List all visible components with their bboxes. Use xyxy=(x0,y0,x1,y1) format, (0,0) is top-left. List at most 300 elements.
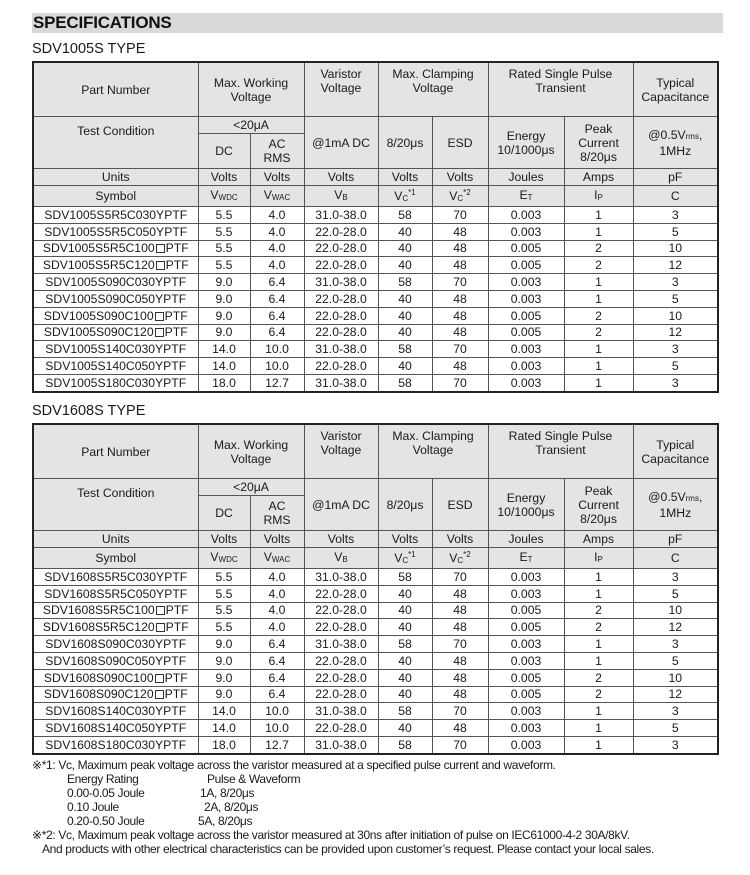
table-row xyxy=(33,652,718,669)
col-part-number: Part Number xyxy=(33,62,198,117)
peak-current-value: 1 xyxy=(564,274,633,291)
vc2-value: 70 xyxy=(432,736,488,753)
vwac-value: 6.4 xyxy=(250,669,304,686)
vb-value: 22.0-28.0 xyxy=(304,223,378,240)
energy-value: 0.003 xyxy=(488,207,564,224)
vwac-value: 12.7 xyxy=(250,374,304,391)
spec-table-sdv1608s xyxy=(32,423,719,755)
footnote-1: ※*1: Vc, Maximum peak voltage across the varistor measured at a specified pulse current and waveform. xyxy=(32,758,556,772)
energy-value: 0.003 xyxy=(488,274,564,291)
vc2-value: 48 xyxy=(432,602,488,619)
unit-cell: Volts xyxy=(304,169,378,186)
vwdc-value: 9.0 xyxy=(198,669,250,686)
energy-value: 0.003 xyxy=(488,374,564,391)
vb-value: 22.0-28.0 xyxy=(304,652,378,669)
leakage-condition: <20μA xyxy=(198,117,304,134)
peak-current-value: 1 xyxy=(564,374,633,391)
table-row xyxy=(33,720,718,737)
col-max-clamping-voltage: Max. Clamping Voltage xyxy=(378,424,488,479)
vwdc-value: 5.5 xyxy=(198,240,250,257)
unit-cell: pF xyxy=(633,531,718,548)
capacitance-value: 5 xyxy=(633,290,718,307)
energy-value: 0.005 xyxy=(488,602,564,619)
vwdc-value: 5.5 xyxy=(198,569,250,586)
clamp-esd-condition: ESD xyxy=(432,117,488,169)
vb-value: 22.0-28.0 xyxy=(304,686,378,703)
unit-cell: Volts xyxy=(432,169,488,186)
vb-value: 22.0-28.0 xyxy=(304,307,378,324)
vwac-value: 6.4 xyxy=(250,274,304,291)
vb-value: 31.0-38.0 xyxy=(304,207,378,224)
vc2-value: 48 xyxy=(432,669,488,686)
vc1-value: 58 xyxy=(378,636,432,653)
dc-condition: DC xyxy=(198,134,250,169)
vc1-value: 58 xyxy=(378,569,432,586)
unit-cell: Volts xyxy=(250,531,304,548)
peak-current-value: 1 xyxy=(564,720,633,737)
symbol-cell: $I_P$ xyxy=(564,548,633,569)
ac-condition: AC RMS xyxy=(250,496,304,531)
symbol-row xyxy=(33,548,718,569)
table-row xyxy=(33,636,718,653)
vc2-value: 70 xyxy=(432,207,488,224)
energy-condition: Energy 10/1000μs xyxy=(488,479,564,531)
vc2-value: 48 xyxy=(432,720,488,737)
capacitance-value: 3 xyxy=(633,207,718,224)
vwac-value: 4.0 xyxy=(250,569,304,586)
vc2-value: 70 xyxy=(432,636,488,653)
table-row xyxy=(33,703,718,720)
clamp-esd-condition: ESD xyxy=(432,479,488,531)
vc2-value: 70 xyxy=(432,569,488,586)
vc1-value: 40 xyxy=(378,686,432,703)
symbol-cell: $I_P$ xyxy=(564,186,633,207)
vc1-value: 40 xyxy=(378,240,432,257)
peak-current-value: 1 xyxy=(564,585,633,602)
vc1-value: 58 xyxy=(378,374,432,391)
part-number: SDV1608S5R5C030YPTF xyxy=(33,569,198,586)
vwdc-value: 14.0 xyxy=(198,341,250,358)
footnote-3: And products with other electrical characteristics can be provided upon customer’s request. Please contact your local sales. xyxy=(42,842,654,856)
vb-value: 22.0-28.0 xyxy=(304,240,378,257)
capacitance-value: 12 xyxy=(633,686,718,703)
symbol-label: Symbol xyxy=(33,548,198,569)
vc1-value: 40 xyxy=(378,290,432,307)
symbol-cell: $V_{WDC}$ xyxy=(198,186,250,207)
vwdc-value: 5.5 xyxy=(198,223,250,240)
unit-cell: Volts xyxy=(432,531,488,548)
placeholder-box-icon xyxy=(156,623,165,632)
vc1-value: 58 xyxy=(378,207,432,224)
capacitance-value: 3 xyxy=(633,636,718,653)
vwac-value: 6.4 xyxy=(250,307,304,324)
capacitance-value: 10 xyxy=(633,240,718,257)
symbol-label: Symbol xyxy=(33,186,198,207)
vc1-value: 58 xyxy=(378,274,432,291)
vwdc-value: 9.0 xyxy=(198,686,250,703)
vc1-value: 40 xyxy=(378,257,432,274)
data-rows xyxy=(33,207,718,392)
placeholder-box-icon xyxy=(155,312,164,321)
vwac-value: 10.0 xyxy=(250,720,304,737)
vwdc-value: 18.0 xyxy=(198,374,250,391)
vwdc-value: 9.0 xyxy=(198,290,250,307)
part-number: SDV1005S090C100 PTF xyxy=(33,307,198,324)
capacitance-value: 10 xyxy=(633,669,718,686)
part-number: SDV1005S090C030YPTF xyxy=(33,274,198,291)
peak-current-value: 2 xyxy=(564,669,633,686)
vc2-value: 48 xyxy=(432,257,488,274)
unit-cell: Volts xyxy=(378,531,432,548)
vb-value: 22.0-28.0 xyxy=(304,602,378,619)
vb-value: 22.0-28.0 xyxy=(304,290,378,307)
vwdc-value: 14.0 xyxy=(198,703,250,720)
vwdc-value: 18.0 xyxy=(198,736,250,753)
unit-cell: Volts xyxy=(304,531,378,548)
peak-current-value: 1 xyxy=(564,223,633,240)
table-row xyxy=(33,307,718,324)
col-max-working-voltage: Max. Working Voltage xyxy=(198,62,304,117)
vwdc-value: 9.0 xyxy=(198,636,250,653)
peak-current-condition: Peak Current 8/20μs xyxy=(564,117,633,169)
vc1-value: 40 xyxy=(378,358,432,375)
vwac-value: 12.7 xyxy=(250,736,304,753)
part-number: SDV1608S140C030YPTF xyxy=(33,703,198,720)
vb-value: 31.0-38.0 xyxy=(304,341,378,358)
vwac-value: 10.0 xyxy=(250,703,304,720)
symbol-cell: $V_B$ xyxy=(304,186,378,207)
capacitance-value: 3 xyxy=(633,274,718,291)
energy-table-row: 0.00-0.05 Joule 1A, 8/20μs xyxy=(67,786,255,800)
peak-current-value: 1 xyxy=(564,652,633,669)
vc1-value: 40 xyxy=(378,720,432,737)
unit-cell: Volts xyxy=(378,169,432,186)
capacitance-value: 5 xyxy=(633,223,718,240)
peak-current-value: 1 xyxy=(564,341,633,358)
footnotes xyxy=(32,758,732,856)
symbol-cell: C xyxy=(633,186,718,207)
vc2-value: 48 xyxy=(432,240,488,257)
vb-value: 22.0-28.0 xyxy=(304,720,378,737)
part-number: SDV1005S140C050YPTF xyxy=(33,358,198,375)
part-number: SDV1005S5R5C030YPTF xyxy=(33,207,198,224)
vb-value: 22.0-28.0 xyxy=(304,619,378,636)
unit-cell: Joules xyxy=(488,169,564,186)
part-number: SDV1608S090C030YPTF xyxy=(33,636,198,653)
vwac-value: 10.0 xyxy=(250,341,304,358)
capacitance-value: 5 xyxy=(633,720,718,737)
vb-value: 31.0-38.0 xyxy=(304,374,378,391)
energy-condition: Energy 10/1000μs xyxy=(488,117,564,169)
peak-current-value: 2 xyxy=(564,307,633,324)
vwdc-value: 5.5 xyxy=(198,585,250,602)
vc1-value: 40 xyxy=(378,223,432,240)
spec-table-sdv1005s xyxy=(32,61,719,393)
symbol-cell: $E_T$ xyxy=(488,186,564,207)
peak-current-value: 1 xyxy=(564,290,633,307)
vc1-value: 58 xyxy=(378,703,432,720)
units-label: Units xyxy=(33,169,198,186)
energy-value: 0.003 xyxy=(488,703,564,720)
part-number: SDV1608S140C050YPTF xyxy=(33,720,198,737)
capacitance-value: 5 xyxy=(633,585,718,602)
col-max-working-voltage: Max. Working Voltage xyxy=(198,424,304,479)
vc1-value: 40 xyxy=(378,307,432,324)
part-number: SDV1005S140C030YPTF xyxy=(33,341,198,358)
col-typical-capacitance: Typical Capacitance xyxy=(633,424,718,479)
vwdc-value: 5.5 xyxy=(198,207,250,224)
footnote-2: ※*2: Vc, Maximum peak voltage across the varistor measured at 30ns after initiation of pulse on IEC61000-4-2 30A/8kV. xyxy=(32,828,630,842)
vc2-value: 48 xyxy=(432,307,488,324)
placeholder-box-icon xyxy=(156,261,165,270)
table-row xyxy=(33,569,718,586)
peak-current-value: 1 xyxy=(564,358,633,375)
table-row xyxy=(33,257,718,274)
part-number: SDV1608S090C120 PTF xyxy=(33,686,198,703)
col-typical-capacitance: Typical Capacitance xyxy=(633,62,718,117)
vb-value: 31.0-38.0 xyxy=(304,636,378,653)
data-rows xyxy=(33,569,718,754)
energy-value: 0.005 xyxy=(488,619,564,636)
table-row xyxy=(33,290,718,307)
table-row xyxy=(33,374,718,391)
unit-cell: Amps xyxy=(564,169,633,186)
vwac-value: 4.0 xyxy=(250,602,304,619)
capacitance-value: 3 xyxy=(633,374,718,391)
part-number: SDV1608S090C100 PTF xyxy=(33,669,198,686)
vb-value: 31.0-38.0 xyxy=(304,736,378,753)
peak-current-value: 1 xyxy=(564,703,633,720)
peak-current-value: 2 xyxy=(564,257,633,274)
peak-current-value: 2 xyxy=(564,686,633,703)
unit-cell: Joules xyxy=(488,531,564,548)
energy-value: 0.003 xyxy=(488,569,564,586)
vb-value: 22.0-28.0 xyxy=(304,257,378,274)
energy-value: 0.003 xyxy=(488,736,564,753)
placeholder-box-icon xyxy=(155,328,164,337)
unit-cell: Volts xyxy=(198,531,250,548)
unit-cell: Volts xyxy=(198,169,250,186)
vwac-value: 4.0 xyxy=(250,619,304,636)
vc2-value: 70 xyxy=(432,341,488,358)
ac-condition: AC RMS xyxy=(250,134,304,169)
leakage-condition: <20μA xyxy=(198,479,304,496)
placeholder-box-icon xyxy=(156,606,165,615)
vb-value: 22.0-28.0 xyxy=(304,358,378,375)
symbol-cell: $V_C^{*2}$ xyxy=(432,548,488,569)
peak-current-value: 1 xyxy=(564,636,633,653)
vc1-value: 40 xyxy=(378,652,432,669)
dc-condition: DC xyxy=(198,496,250,531)
vwac-value: 4.0 xyxy=(250,207,304,224)
clamp-pulse-condition: 8/20μs xyxy=(378,117,432,169)
varistor-condition: @1mA DC xyxy=(304,117,378,169)
symbol-cell: $V_C^{*1}$ xyxy=(378,186,432,207)
vc2-value: 70 xyxy=(432,374,488,391)
capacitance-value: 12 xyxy=(633,257,718,274)
table-row xyxy=(33,207,718,224)
part-number: SDV1005S5R5C050YPTF xyxy=(33,223,198,240)
vwac-value: 4.0 xyxy=(250,585,304,602)
units-row xyxy=(33,531,718,548)
vc2-value: 48 xyxy=(432,686,488,703)
vwdc-value: 14.0 xyxy=(198,720,250,737)
column-header-row xyxy=(33,424,718,479)
symbol-cell: $V_C^{*1}$ xyxy=(378,548,432,569)
table-row xyxy=(33,274,718,291)
unit-cell: Volts xyxy=(250,169,304,186)
vc1-value: 40 xyxy=(378,324,432,341)
vc2-value: 48 xyxy=(432,652,488,669)
capacitance-value: 3 xyxy=(633,341,718,358)
vwac-value: 10.0 xyxy=(250,358,304,375)
energy-value: 0.005 xyxy=(488,669,564,686)
table-row xyxy=(33,341,718,358)
test-condition-label: Test Condition xyxy=(33,479,198,531)
capacitance-value: 12 xyxy=(633,324,718,341)
energy-value: 0.003 xyxy=(488,341,564,358)
vb-value: 31.0-38.0 xyxy=(304,703,378,720)
clamp-pulse-condition: 8/20μs xyxy=(378,479,432,531)
peak-current-condition: Peak Current 8/20μs xyxy=(564,479,633,531)
peak-current-value: 2 xyxy=(564,324,633,341)
energy-value: 0.003 xyxy=(488,652,564,669)
peak-current-value: 1 xyxy=(564,569,633,586)
varistor-condition: @1mA DC xyxy=(304,479,378,531)
table-row xyxy=(33,223,718,240)
vwac-value: 6.4 xyxy=(250,324,304,341)
energy-value: 0.005 xyxy=(488,324,564,341)
energy-value: 0.003 xyxy=(488,636,564,653)
peak-current-value: 1 xyxy=(564,736,633,753)
energy-value: 0.005 xyxy=(488,257,564,274)
vc1-value: 58 xyxy=(378,736,432,753)
vc2-value: 48 xyxy=(432,585,488,602)
col-part-number: Part Number xyxy=(33,424,198,479)
col-rated-single-pulse: Rated Single Pulse Transient xyxy=(488,424,633,479)
capacitance-value: 10 xyxy=(633,307,718,324)
vb-value: 22.0-28.0 xyxy=(304,324,378,341)
vwdc-value: 14.0 xyxy=(198,358,250,375)
capacitance-value: 12 xyxy=(633,619,718,636)
vwdc-value: 5.5 xyxy=(198,619,250,636)
table-row xyxy=(33,619,718,636)
vwac-value: 4.0 xyxy=(250,223,304,240)
units-label: Units xyxy=(33,531,198,548)
symbol-cell: $V_{WAC}$ xyxy=(250,548,304,569)
symbol-row xyxy=(33,186,718,207)
test-condition-label: Test Condition xyxy=(33,117,198,169)
unit-cell: Amps xyxy=(564,531,633,548)
energy-value: 0.005 xyxy=(488,686,564,703)
part-number: SDV1005S5R5C120 PTF xyxy=(33,257,198,274)
peak-current-value: 1 xyxy=(564,207,633,224)
vb-value: 31.0-38.0 xyxy=(304,274,378,291)
table-row xyxy=(33,736,718,753)
vc2-value: 48 xyxy=(432,290,488,307)
vc2-value: 70 xyxy=(432,274,488,291)
units-row xyxy=(33,169,718,186)
energy-value: 0.003 xyxy=(488,585,564,602)
energy-table-row: 0.10 Joule 2A, 8/20μs xyxy=(67,800,259,814)
vc1-value: 40 xyxy=(378,619,432,636)
vb-value: 31.0-38.0 xyxy=(304,569,378,586)
energy-value: 0.003 xyxy=(488,290,564,307)
energy-value: 0.003 xyxy=(488,358,564,375)
col-rated-single-pulse: Rated Single Pulse Transient xyxy=(488,62,633,117)
vb-value: 22.0-28.0 xyxy=(304,669,378,686)
vwdc-value: 5.5 xyxy=(198,257,250,274)
capacitance-value: 3 xyxy=(633,736,718,753)
vwac-value: 6.4 xyxy=(250,652,304,669)
capacitance-value: 10 xyxy=(633,602,718,619)
vwdc-value: 5.5 xyxy=(198,602,250,619)
energy-value: 0.003 xyxy=(488,223,564,240)
col-max-clamping-voltage: Max. Clamping Voltage xyxy=(378,62,488,117)
vc2-value: 48 xyxy=(432,358,488,375)
test-condition-row xyxy=(33,479,718,496)
vc1-value: 40 xyxy=(378,585,432,602)
vwac-value: 4.0 xyxy=(250,257,304,274)
vc1-value: 40 xyxy=(378,669,432,686)
col-varistor-voltage: Varistor Voltage xyxy=(304,62,378,117)
vc2-value: 70 xyxy=(432,703,488,720)
symbol-cell: $V_C^{*2}$ xyxy=(432,186,488,207)
capacitance-value: 5 xyxy=(633,358,718,375)
capacitance-condition: @0.5Vrms, 1MHz xyxy=(633,117,718,169)
col-varistor-voltage: Varistor Voltage xyxy=(304,424,378,479)
vc2-value: 48 xyxy=(432,223,488,240)
part-number: SDV1608S5R5C120 PTF xyxy=(33,619,198,636)
symbol-cell: $E_T$ xyxy=(488,548,564,569)
specifications-title: SPECIFICATIONS xyxy=(33,13,172,32)
peak-current-value: 2 xyxy=(564,240,633,257)
vc1-value: 58 xyxy=(378,341,432,358)
symbol-cell: $V_{WAC}$ xyxy=(250,186,304,207)
vwac-value: 6.4 xyxy=(250,636,304,653)
vwdc-value: 9.0 xyxy=(198,307,250,324)
unit-cell: pF xyxy=(633,169,718,186)
energy-value: 0.005 xyxy=(488,240,564,257)
capacitance-condition: @0.5Vrms, 1MHz xyxy=(633,479,718,531)
symbol-cell: $V_{WDC}$ xyxy=(198,548,250,569)
type-title-sdv1608s: SDV1608S TYPE xyxy=(32,403,146,419)
table-row xyxy=(33,686,718,703)
part-number: SDV1608S5R5C050YPTF xyxy=(33,585,198,602)
table-row xyxy=(33,240,718,257)
vc2-value: 48 xyxy=(432,324,488,341)
vwdc-value: 9.0 xyxy=(198,652,250,669)
symbol-cell: $V_B$ xyxy=(304,548,378,569)
peak-current-value: 2 xyxy=(564,619,633,636)
vwac-value: 6.4 xyxy=(250,290,304,307)
part-number: SDV1608S5R5C100 PTF xyxy=(33,602,198,619)
vwac-value: 6.4 xyxy=(250,686,304,703)
placeholder-box-icon xyxy=(155,674,164,683)
peak-current-value: 2 xyxy=(564,602,633,619)
vwac-value: 4.0 xyxy=(250,240,304,257)
capacitance-value: 3 xyxy=(633,703,718,720)
vwdc-value: 9.0 xyxy=(198,274,250,291)
part-number: SDV1005S5R5C100 PTF xyxy=(33,240,198,257)
part-number: SDV1005S090C050YPTF xyxy=(33,290,198,307)
energy-table-row: 0.20-0.50 Joule 5A, 8/20μs xyxy=(67,814,253,828)
vb-value: 22.0-28.0 xyxy=(304,585,378,602)
placeholder-box-icon xyxy=(155,690,164,699)
energy-value: 0.005 xyxy=(488,307,564,324)
symbol-cell: C xyxy=(633,548,718,569)
vc1-value: 40 xyxy=(378,602,432,619)
